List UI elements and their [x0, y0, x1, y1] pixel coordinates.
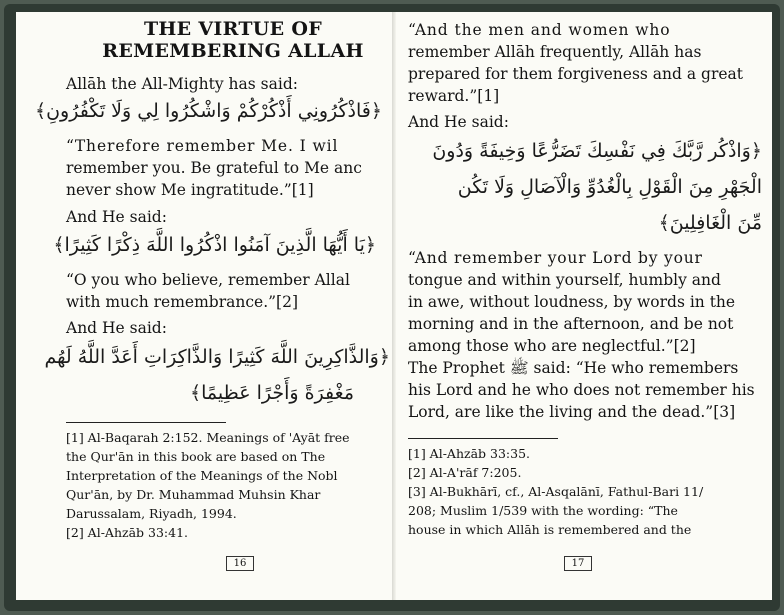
prophet-saying-line-3: Lord, are like the living and the dead.”[3]	[408, 403, 736, 421]
footnote-divider	[66, 422, 226, 423]
arabic-verse-3-line-2: مَغْفِرَةً وَأَجْرًا عَظِيمًا﴾	[190, 382, 354, 404]
footnote-1-line-5: Darussalam, Riyadh, 1994.	[66, 506, 237, 521]
he-said-3: And He said:	[408, 113, 509, 131]
footnote-1-line-3: Interpretation of the Meanings of the Nobl	[66, 468, 338, 483]
quote-1-line-3: never show Me ingratitude.”[1]	[66, 181, 314, 199]
page-number: 16	[226, 556, 254, 571]
chapter-title-line-2: REMEMBERING ALLAH	[102, 40, 364, 62]
quote-2-line-2: with much remembrance.”[2]	[66, 293, 299, 311]
quote-4-line-4: morning and in the afternoon, and be not	[408, 315, 734, 333]
arabic-verse-4-line-1: ﴿وَاذْكُر رَّبَّكَ فِي نَفْسِكَ تَضَرُّعًا وَخِيفَةً وَدُونَ	[432, 140, 762, 162]
quote-1-line-2: remember you. Be grateful to Me anc	[66, 159, 362, 177]
chapter-title-line-1: THE VIRTUE OF	[143, 18, 323, 40]
page-number: 17	[564, 556, 592, 571]
footnote-divider	[408, 438, 558, 439]
right-page	[396, 12, 772, 600]
arabic-verse-1: ﴿فَاذْكُرُونِي أَذْكُرْكُمْ وَاشْكُرُوا لِي وَلَا تَكْفُرُونِ﴾	[34, 100, 382, 122]
footnote-r1: [1] Al-Ahzāb 33:35.	[408, 446, 531, 461]
book-spread	[4, 4, 780, 611]
arabic-verse-4-line-3: مِّنَ الْغَافِلِينَ﴾	[658, 212, 762, 234]
quote-3-line-4: reward.”[1]	[408, 87, 500, 105]
footnote-r2: [2] Al-A'rāf 7:205.	[408, 465, 522, 480]
quote-4-line-3: in awe, without loudness, by words in the	[408, 293, 736, 311]
footnote-2: [2] Al-Ahzāb 33:41.	[66, 525, 189, 540]
footnote-r3-line-3: house in which Allāh is remembered and the	[408, 522, 692, 537]
arabic-verse-3-line-1: ﴿وَالذَّاكِرِينَ اللَّهَ كَثِيرًا وَالذَّاكِرَاتِ أَعَدَّ اللَّهُ لَهُم	[44, 346, 390, 368]
prophet-saying-line-2: his Lord and he who does not remember his	[408, 381, 755, 399]
quote-3-line-1: “And the men and women who	[408, 21, 671, 39]
quote-2-line-1: “O you who believe, remember Allal	[66, 271, 350, 289]
footnote-1-line-1: [1] Al-Baqarah 2:152. Meanings of 'Ayāt free	[66, 430, 350, 445]
quote-4-line-1: “And remember your Lord by your	[408, 249, 703, 267]
quote-3-line-3: prepared for them forgiveness and a great	[408, 65, 744, 83]
quote-4-line-2: tongue and within yourself, humbly and	[408, 271, 721, 289]
arabic-verse-4-line-2: الْجَهْرِ مِنَ الْقَوْلِ بِالْغُدُوِّ وَالْآصَالِ وَلَا تَكُن	[457, 176, 762, 198]
quote-4-line-5: among those who are neglectful.”[2]	[408, 337, 696, 355]
arabic-verse-2: ﴿يَا أَيُّهَا الَّذِينَ آمَنُوا اذْكُرُوا اللَّهَ ذِكْرًا كَثِيرًا﴾	[53, 234, 376, 256]
left-page	[16, 12, 394, 600]
he-said-1: And He said:	[66, 208, 167, 226]
footnote-1-line-2: the Qur'ān in this book are based on The	[66, 449, 326, 464]
quote-3-line-2: remember Allāh frequently, Allāh has	[408, 43, 702, 61]
footnote-1-line-4: Qur'ān, by Dr. Muhammad Muhsin Khar	[66, 487, 321, 502]
quote-1-line-1: “Therefore remember Me. I wil	[66, 137, 339, 155]
he-said-2: And He said:	[66, 319, 167, 337]
prophet-saying-line-1: The Prophet ﷺ said: “He who remembers	[408, 359, 739, 377]
intro-text: Allāh the All-Mighty has said:	[66, 75, 298, 93]
footnote-r3-line-1: [3] Al-Bukhārī, cf., Al-Asqalānī, Fathul-Bari 11/	[408, 484, 704, 499]
footnote-r3-line-2: 208; Muslim 1/539 with the wording: “The	[408, 503, 678, 518]
